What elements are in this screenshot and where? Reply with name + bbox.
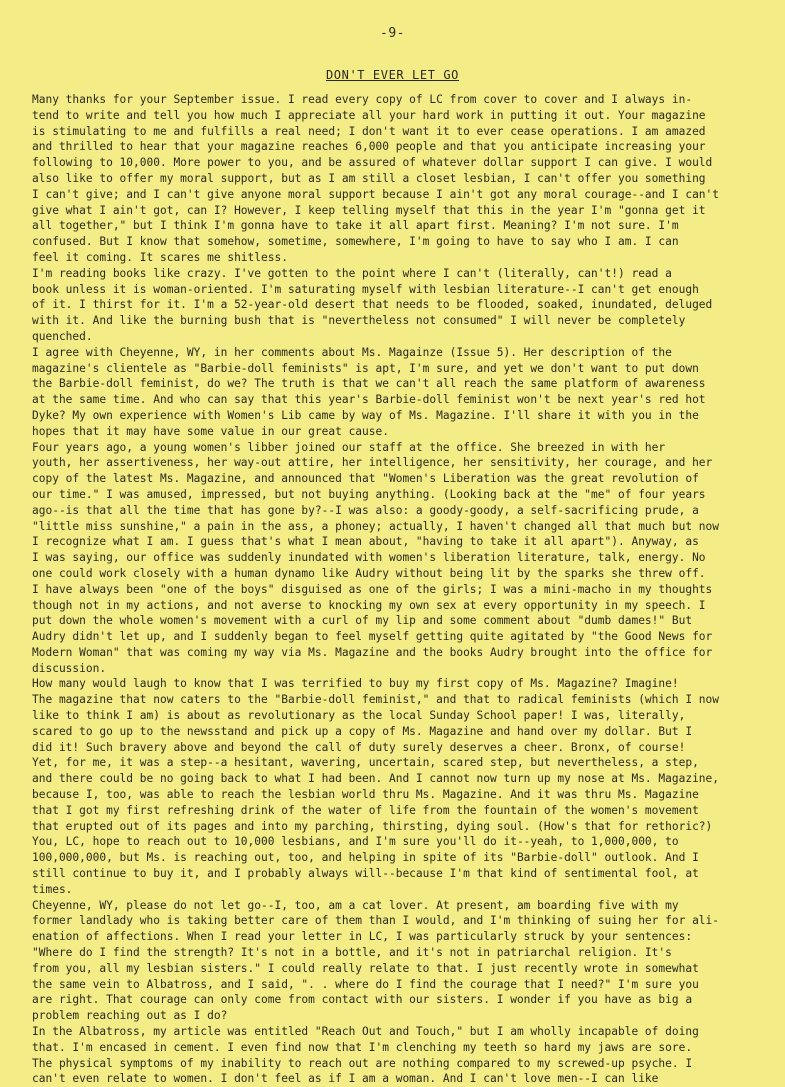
text-line: I have always been "one of the boys" disguised as one of the girls; I was a mini-macho in my thoughts — [32, 582, 713, 596]
text-line: are right. That courage can only come from contact with our sisters. I wonder if you have as big a — [32, 993, 693, 1007]
text-line: like to think I am) is about as revolutionary as the local Sunday School paper! I was, literally, — [32, 709, 686, 723]
text-line: Four years ago, a young women's libber joined our staff at the office. She breezed in with her — [32, 440, 666, 454]
text-line: I'm reading books like crazy. I've gotten to the point where I can't (literally, can't!) read a — [32, 266, 672, 280]
text-line: Dyke? My own experience with Women's Lib came by way of Ms. Magazine. I'll share it with you in the — [32, 408, 699, 422]
text-line: at the same time. And who can say that this year's Barbie-doll feminist won't be next year's red hot — [32, 393, 706, 407]
text-line: following to 10,000. More power to you, and be assured of whatever dollar support I can give. I would — [32, 156, 713, 170]
text-line: the Barbie-doll feminist, do we? The truth is that we can't all reach the same platform of awareness — [32, 377, 706, 391]
text-line: I agree with Cheyenne, WY, in her comments about Ms. Magainze (Issue 5). Her description of the — [32, 345, 672, 359]
text-line: from you, all my lesbian sisters." I could really relate to that. I just recently wrote in somewhat — [32, 961, 699, 975]
text-line: Yet, for me, it was a step--a hesitant, wavering, uncertain, scared step, but nevertheless, a step, — [32, 756, 699, 770]
text-line: with it. And like the burning bush that is "nevertheless not consumed" I will never be completely — [32, 314, 686, 328]
text-line: I was saying, our office was suddenly inundated with women's liberation literature, talk, energy. No — [32, 551, 706, 565]
text-line: also like to offer my moral support, but as I am still a closet lesbian, I can't offer you something — [32, 171, 706, 185]
article-title: DON'T EVER LET GO — [325, 68, 460, 82]
text-line: magazine's clientele as "Barbie-doll feminists" is apt, I'm sure, and yet we don't want to put down — [32, 361, 699, 375]
text-line: "little miss sunshine," a pain in the ass, a phoney; actually, I haven't changed all that much but now — [32, 519, 720, 533]
text-line: of it. I thirst for it. I'm a 52-year-old desert that needs to be flooded, soaked, inundated, deluged — [32, 298, 713, 312]
text-line: Cheyenne, WY, please do not let go--I, too, am a cat lover. At present, am boarding five with my — [32, 898, 679, 912]
text-line: Many thanks for your September issue. I read every copy of LC from cover to cover and I always in- — [32, 93, 693, 106]
text-line: and thrilled to hear that your magazine reaches 6,000 people and that you anticipate increasing your — [32, 140, 706, 154]
text-line: is stimulating to me and fulfills a real need; I don't want it to ever cease operations. I am amazed — [32, 124, 706, 138]
text-line: How many would laugh to know that I was terrified to buy my first copy of Ms. Magazine? Imagine! — [32, 677, 679, 691]
text-line: though not in my actions, and not averse to knocking my own sex at every opportunity in my speech. I — [32, 598, 706, 612]
text-line: former landlady who is taking better care of them than I would, and I'm thinking of suing her for ali- — [32, 914, 720, 928]
text-line: feel it coming. It scares me shitless. — [32, 250, 288, 264]
text-line: enation of affections. When I read your letter in LC, I was particularly struck by your sentences: — [32, 930, 693, 944]
text-line: copy of the latest Ms. Magazine, and announced that "Women's Liberation was the great revolution of — [32, 472, 699, 486]
text-line: problem reaching out as I do? — [32, 1009, 228, 1023]
text-line: times. — [32, 882, 73, 896]
text-line: The magazine that now caters to the "Barbie-doll feminist," and that to radical feminists (which I now — [32, 693, 720, 707]
text-line: the same vein to Albatross, and I said, ". . where do I find the courage that I need?" I'm sure you — [32, 977, 699, 991]
text-line: ago--is that all the time that has gone by?--I was also: a goody-goody, a self-sacrificing prude, a — [32, 503, 699, 517]
text-line: did it! Such bravery above and beyond the call of duty surely deserves a cheer. Bronx, of course! — [32, 740, 686, 754]
text-line: can't even relate to women. I don't feel as if I am a woman. And I can't love men--I can like — [32, 1072, 659, 1086]
text-line: hopes that it may have some value in our great cause. — [32, 424, 389, 438]
text-line: one could work closely with a human dynamo like Audry without being lit by the sparks she threw off. — [32, 566, 706, 580]
text-line: give what I ain't got, can I? However, I keep telling myself that this in the year I'm "gonna get it — [32, 203, 706, 217]
text-line: Modern Woman" that was coming my way via Ms. Magazine and the books Audry brought into the office for — [32, 645, 713, 659]
text-line: 100,000,000, but Ms. is reaching out, too, and helping in spite of its "Barbie-doll" outlook. And I — [32, 851, 699, 865]
text-line: that erupted out of its pages and into my parching, thirsting, dying soul. (How's that for rethoric?) — [32, 819, 713, 833]
text-line: You, LC, hope to reach out to 10,000 lesbians, and I'm sure you'll do it--yeah, to 1,000,000, to — [32, 835, 679, 849]
text-line: that I got my first refreshing drink of the water of life from the fountain of the women's movement — [32, 803, 699, 817]
text-line: "Where do I find the strength? It's not in a bottle, and it's not in patriarchal religion. It's — [32, 946, 672, 960]
text-line: In the Albatross, my article was entitled "Reach Out and Touch," but I am wholly incapable of doing — [32, 1025, 699, 1039]
text-line: that. I'm encased in cement. I even find now that I'm clenching my teeth so hard my jaws are sore. — [32, 1040, 693, 1054]
text-line: put down the whole women's movement with a curl of my lip and some comment about "dumb dames!" But — [32, 614, 693, 628]
text-line: discussion. — [32, 661, 107, 675]
text-line: I recognize what I am. I guess that's what I mean about, "having to take it all apart"). Anyway, as — [32, 535, 699, 549]
text-line: book unless it is woman-oriented. I'm saturating myself with lesbian literature--I can't get enough — [32, 282, 699, 296]
page-number: -9- — [380, 26, 405, 41]
text-line: all together," but I think I'm gonna have to take it all apart first. Meaning? I'm not sure. I'm — [32, 219, 679, 233]
text-line: Audry didn't let up, and I suddenly began to feel myself getting quite agitated by "the Good News for — [32, 630, 713, 644]
text-line: I can't give; and I can't give anyone moral support because I ain't got any moral courage--and I can't — [32, 187, 720, 201]
text-line: because I, too, was able to reach the lesbian world thru Ms. Magazine. And it was thru Ms. Magazine — [32, 788, 699, 802]
text-line: confused. But I know that somehow, sometime, somewhere, I'm going to have to say who I am. I can — [32, 235, 679, 249]
text-line: still continue to buy it, and I probably always will--because I'm that kind of sentimental fool, at — [32, 867, 699, 881]
text-line: quenched. — [32, 329, 93, 343]
text-line: The physical symptoms of my inability to reach out are nothing compared to my screwed-up psyche. I — [32, 1056, 693, 1070]
text-line: our time." I was amused, impressed, but not buying anything. (Looking back at the "me" of four years — [32, 487, 706, 501]
text-line: and there could be no going back to what I had been. And I cannot now turn up my nose at Ms. Magazine, — [32, 772, 720, 786]
text-line: tend to write and tell you how much I appreciate all your hard work in putting it out. Your magazine — [32, 108, 706, 122]
article-body — [32, 92, 760, 1087]
text-line: scared to go up to the newsstand and pick up a copy of Ms. Magazine and hand over my dollar. But I — [32, 724, 693, 738]
text-line: youth, her assertiveness, her way-out attire, her intelligence, her sensitivity, her courage, and her — [32, 456, 713, 470]
